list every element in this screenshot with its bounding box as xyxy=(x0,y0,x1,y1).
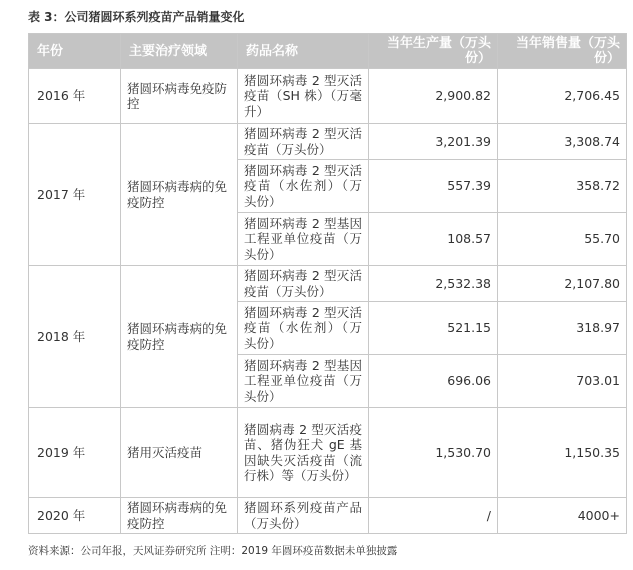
drug-cell: 猪圆环系列疫苗产品（万头份） xyxy=(238,498,369,534)
drug-cell: 猪圆环病毒 2 型基因工程亚单位疫苗（万头份） xyxy=(238,355,369,408)
table-row xyxy=(29,124,627,160)
source-note: 资料来源：公司年报，天风证券研究所 注明：2019 年圆环疫苗数据未单独披露 xyxy=(28,545,398,557)
table-header-row xyxy=(29,34,627,69)
year-cell: 2019 年 xyxy=(29,408,121,498)
sales-cell: 3,308.74 xyxy=(498,124,627,160)
header-sales: 当年销售量（万头份） xyxy=(498,34,627,69)
production-cell: 521.15 xyxy=(369,302,498,355)
production-cell: 557.39 xyxy=(369,160,498,213)
production-cell: 2,900.82 xyxy=(369,69,498,124)
sales-cell: 2,706.45 xyxy=(498,69,627,124)
table-caption: 表 3：公司猪圆环系列疫苗产品销量变化 xyxy=(28,10,245,24)
area-cell: 猪圆环病毒病的免疫防控 xyxy=(121,498,238,534)
sales-cell: 318.97 xyxy=(498,302,627,355)
table-row xyxy=(29,408,627,498)
drug-cell: 猪圆环病毒 2 型灭活疫苗（万头份） xyxy=(238,124,369,160)
table-row xyxy=(29,69,627,124)
sales-cell: 2,107.80 xyxy=(498,266,627,302)
year-cell: 2017 年 xyxy=(29,124,121,266)
header-production: 当年生产量（万头份） xyxy=(369,34,498,69)
header-area: 主要治疗领域 xyxy=(121,34,238,69)
production-cell: 108.57 xyxy=(369,213,498,266)
production-cell: 1,530.70 xyxy=(369,408,498,498)
sales-cell: 703.01 xyxy=(498,355,627,408)
year-cell: 2018 年 xyxy=(29,266,121,408)
drug-cell: 猪圆环病毒 2 型基因工程亚单位疫苗（万头份） xyxy=(238,213,369,266)
table-row xyxy=(29,498,627,534)
sales-cell: 55.70 xyxy=(498,213,627,266)
year-cell: 2020 年 xyxy=(29,498,121,534)
vaccine-sales-table xyxy=(28,33,627,534)
table-row xyxy=(29,266,627,302)
header-year: 年份 xyxy=(29,34,121,69)
drug-cell: 猪圆环病毒 2 型灭活疫苗（水佐剂）（万头份） xyxy=(238,302,369,355)
sales-cell: 4000+ xyxy=(498,498,627,534)
area-cell: 猪圆环病毒病的免疫防控 xyxy=(121,124,238,266)
drug-cell: 猪圆病毒 2 型灭活疫苗、猪伪狂犬 gE 基因缺失灭活疫苗（流行株）等（万头份） xyxy=(238,408,369,498)
year-cell: 2016 年 xyxy=(29,69,121,124)
drug-cell: 猪圆环病毒 2 型灭活疫苗（万头份） xyxy=(238,266,369,302)
header-drug: 药品名称 xyxy=(238,34,369,69)
area-cell: 猪圆环病毒免疫防控 xyxy=(121,69,238,124)
production-cell: 3,201.39 xyxy=(369,124,498,160)
drug-cell: 猪圆环病毒 2 型灭活疫苗（水佐剂）（万头份） xyxy=(238,160,369,213)
area-cell: 猪圆环病毒病的免疫防控 xyxy=(121,266,238,408)
drug-cell: 猪圆环病毒 2 型灭活疫苗（SH 株）（万毫升） xyxy=(238,69,369,124)
production-cell: / xyxy=(369,498,498,534)
sales-cell: 358.72 xyxy=(498,160,627,213)
area-cell: 猪用灭活疫苗 xyxy=(121,408,238,498)
production-cell: 2,532.38 xyxy=(369,266,498,302)
production-cell: 696.06 xyxy=(369,355,498,408)
sales-cell: 1,150.35 xyxy=(498,408,627,498)
